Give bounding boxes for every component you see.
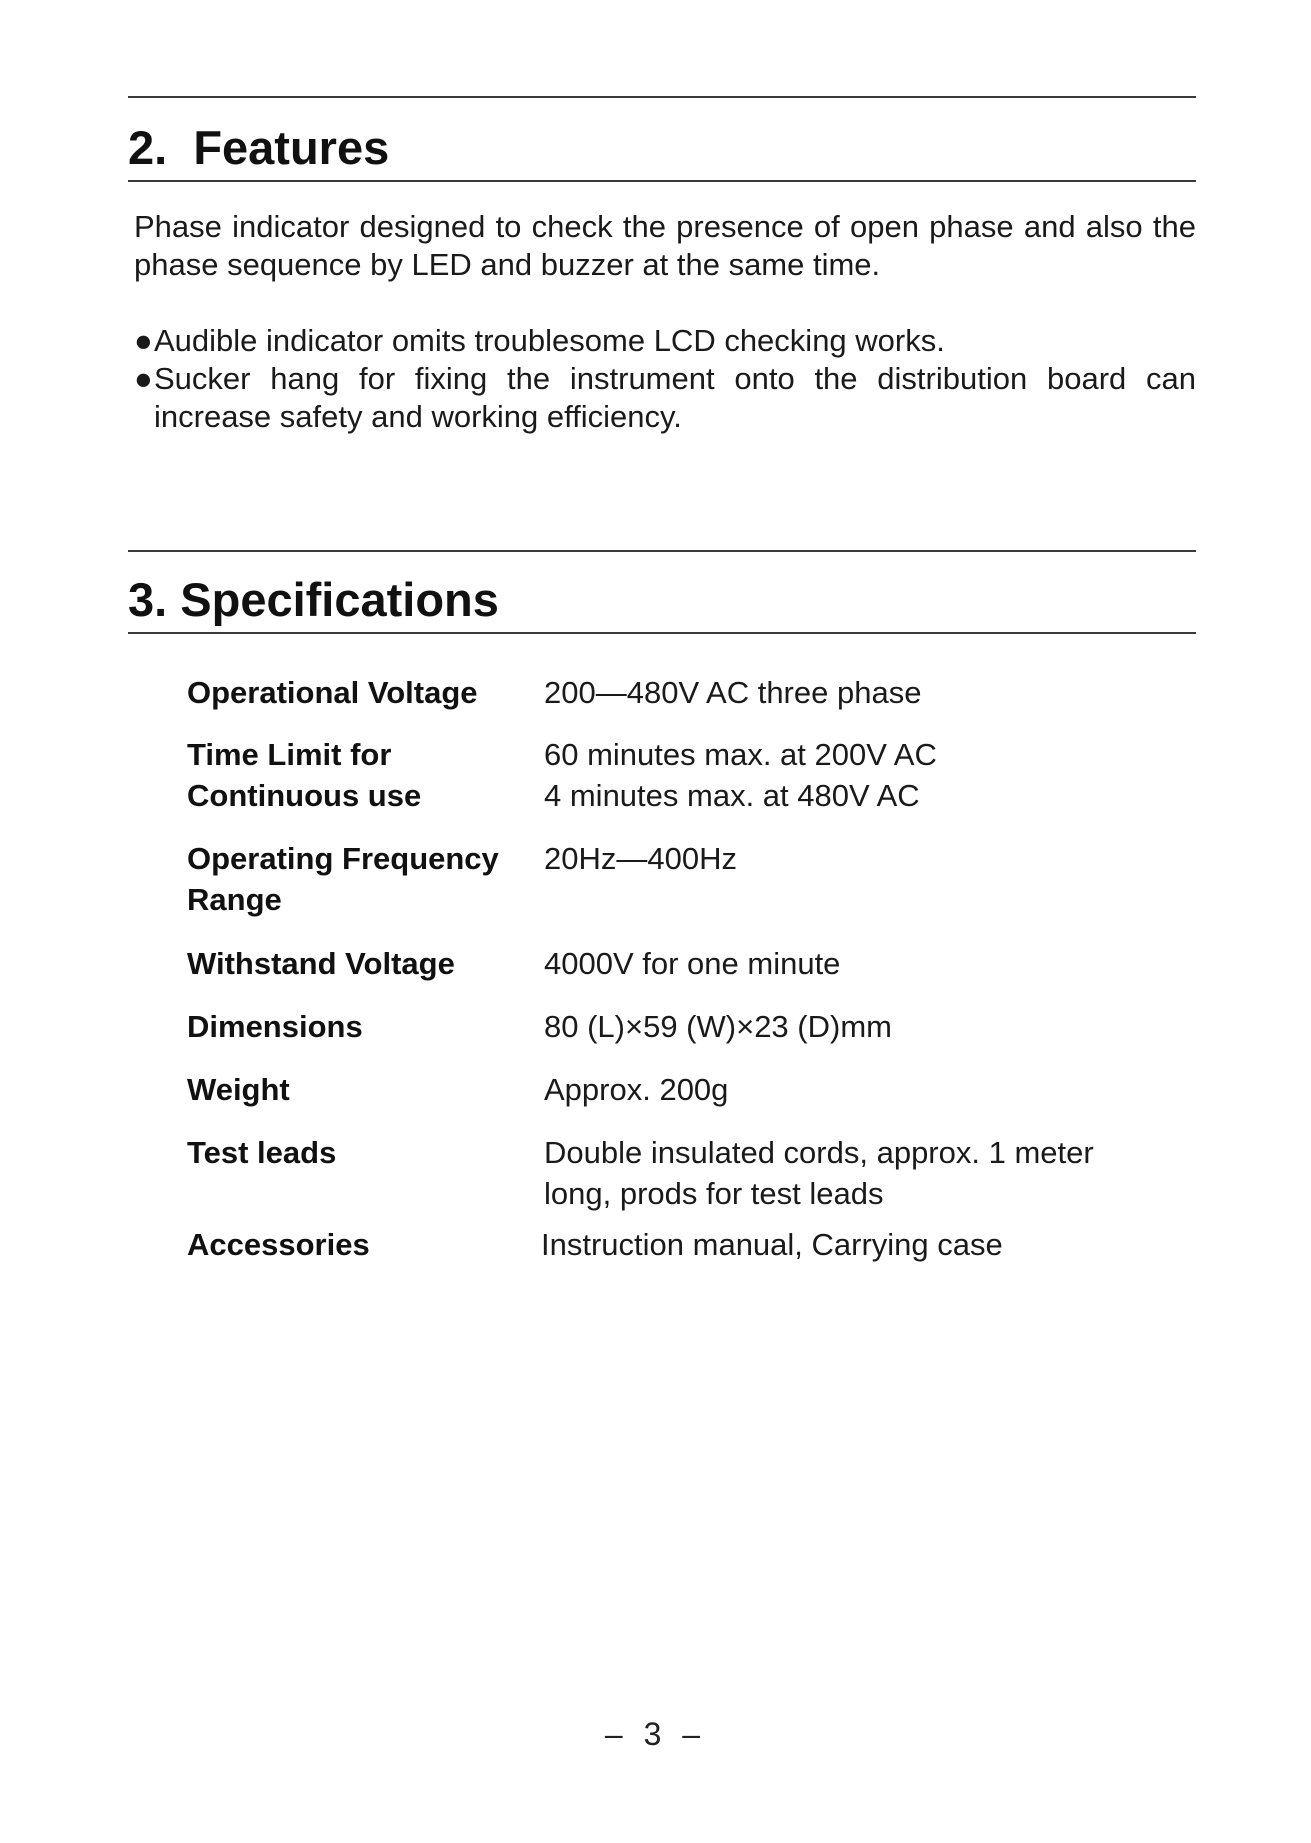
features-top-rule [128, 96, 1196, 98]
spec-value: 200—480V AC three phase [544, 675, 922, 710]
specifications-heading: 3. Specifications [128, 573, 499, 626]
spec-value: Approx. 200g [544, 1072, 729, 1107]
features-heading: 2. Features [128, 121, 390, 174]
spec-row [187, 943, 1147, 984]
specifications-bottom-rule [128, 632, 1196, 634]
spec-value: 80 (L)×59 (W)×23 (D)mm [544, 1009, 892, 1044]
spec-label: Operating Frequency Range [187, 841, 499, 917]
spec-value: 4000V for one minute [544, 946, 841, 981]
bullet-text: Sucker hang for fixing the instrument onto the distribution board can increase safety and working efficiency. [154, 361, 1196, 434]
spec-row [187, 1132, 1147, 1214]
spec-row [187, 1224, 1147, 1265]
spec-value: Double insulated cords, approx. 1 meter long, prods for test leads [544, 1135, 1094, 1211]
features-intro: Phase indicator designed to check the presence of open phase and also the phase sequence by LED and buzzer at the same time. [134, 209, 1196, 282]
spec-value: 20Hz—400Hz [544, 841, 737, 876]
spec-row [187, 1006, 1147, 1047]
spec-label: Accessories [187, 1227, 370, 1262]
spec-label: Operational Voltage [187, 675, 478, 710]
spec-label: Dimensions [187, 1009, 363, 1044]
spec-row [187, 734, 1147, 816]
bullet-icon: ● [134, 323, 153, 358]
list-item [134, 322, 1196, 360]
spec-label: Withstand Voltage [187, 946, 455, 981]
spec-label: Test leads [187, 1135, 337, 1170]
spec-value: Instruction manual, Carrying case [541, 1227, 1003, 1262]
specifications-top-rule [128, 550, 1196, 552]
spec-label: Weight [187, 1072, 290, 1107]
bullet-text: Audible indicator omits troublesome LCD checking works. [154, 323, 945, 358]
features-bullet-list [134, 322, 1196, 436]
spec-row [187, 1069, 1147, 1110]
spec-row [187, 672, 1147, 713]
page-number: – 3 – [604, 1716, 707, 1752]
spec-row [187, 838, 1147, 920]
spec-value: 60 minutes max. at 200V AC 4 minutes max. at 480V AC [544, 737, 937, 813]
spec-label: Time Limit for Continuous use [187, 737, 422, 813]
features-bottom-rule [128, 180, 1196, 182]
bullet-icon: ● [134, 361, 153, 396]
list-item [134, 360, 1196, 436]
